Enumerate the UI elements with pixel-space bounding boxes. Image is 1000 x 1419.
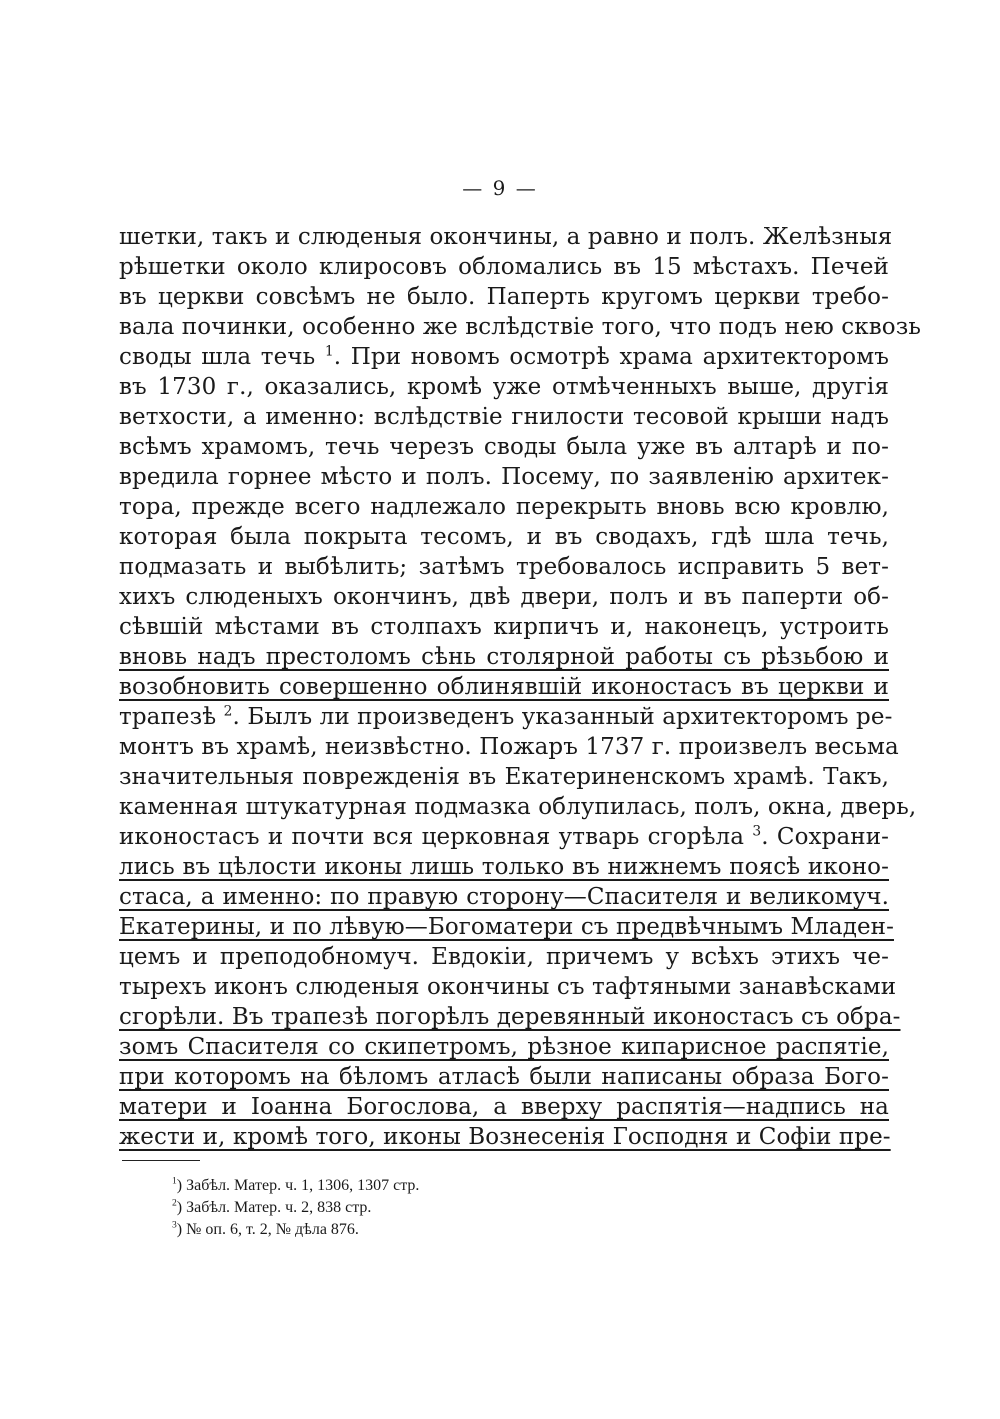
footnote-divider (122, 1160, 200, 1161)
text-line: тырехъ иконъ слюденыя окончины съ тафтяными занавѣсками (119, 974, 897, 1000)
text-line: тора, прежде всего надлежало перекрыть вновь всю кровлю, (119, 494, 889, 520)
text-line: трапезѣ $^2$. Былъ ли произведенъ указанный архитекторомъ ре- (119, 703, 893, 730)
text-line: иконостасъ и почти вся церковная утварь сгорѣла $^3$. Сохрани- (119, 823, 889, 850)
footnote-mark: 3 (172, 1219, 177, 1231)
text-line-underlined: сгорѣли. Въ трапезѣ погорѣлъ деревянный иконостасъ съ обра- (119, 1004, 901, 1030)
text-line-underlined: зомъ Спасителя со скипетромъ, рѣзное кипарисное распятіе, (119, 1034, 889, 1060)
footnote-ref: 1 (324, 343, 334, 360)
text-line: сѣвшій мѣстами въ столпахъ кирпичъ и, наконецъ, устроить (119, 614, 889, 640)
footnote: $^3$) № оп. 6, т. 2, № дѣла 876. (172, 1219, 359, 1238)
text-line-underlined: вновь надъ престоломъ сѣнь столярной работы съ рѣзьбою и (119, 644, 889, 670)
text-line: значительныя поврежденія въ Екатериненскомъ храмѣ. Такъ, (119, 764, 889, 790)
text-line: монтъ въ храмѣ, неизвѣстно. Пожаръ 1737 г. произвелъ весьма (119, 734, 899, 760)
footnote: $^1$) Забѣл. Матер. ч. 1, 1306, 1307 стр. (172, 1175, 420, 1194)
text-line: своды шла течь $^1$. При новомъ осмотрѣ храма архитекторомъ (119, 343, 889, 370)
footnote-mark: 1 (172, 1175, 177, 1187)
text-line: вредила горнее мѣсто и полъ. Посему, по заявленію архитек- (119, 464, 889, 490)
text-line: рѣшетки около клиросовъ обломались въ 15 мѣстахъ. Печей (119, 254, 889, 280)
text-line: каменная штукатурная подмазка облупилась, полъ, окна, дверь, (119, 794, 917, 820)
footnote-ref: 2 (223, 703, 233, 720)
text-line: подмазать и выбѣлить; затѣмъ требовалось исправить 5 вет- (119, 554, 889, 580)
body-text (119, 222, 921, 1152)
text-line-underlined: матери и Іоанна Богослова, а вверху распятія—надпись на (119, 1094, 889, 1120)
footnotes (172, 1175, 672, 1241)
footnote: $^2$) Забѣл. Матер. ч. 2, 838 стр. (172, 1197, 372, 1216)
footnote-ref: 3 (752, 823, 762, 840)
text-line: хихъ слюденыхъ окончинъ, двѣ двери, полъ и въ паперти об- (119, 584, 889, 610)
text-line: въ церкви совсѣмъ не было. Паперть кругомъ церкви требо- (119, 284, 889, 310)
text-line-underlined: стаса, а именно: по правую сторону—Спасителя и великомуч. (119, 884, 889, 910)
text-line: въ 1730 г., оказались, кромѣ уже отмѣченныхъ выше, другія (119, 374, 889, 400)
text-line: шетки, такъ и слюденыя окончины, а равно и полъ. Желѣзныя (119, 224, 893, 250)
text-line: цемъ и преподобномуч. Евдокіи, причемъ у всѣхъ этихъ че- (119, 944, 889, 970)
text-line-underlined: лись въ цѣлости иконы лишь только въ нижнемъ поясѣ иконо- (119, 854, 889, 880)
text-line-underlined: Екатерины, и по лѣвую—Богоматери съ предвѣчнымъ Младен- (119, 914, 894, 940)
footnote-mark: 2 (172, 1197, 177, 1209)
text-line: всѣмъ храмомъ, течь черезъ своды была уже въ алтарѣ и по- (119, 434, 889, 460)
text-line: вала починки, особенно же вслѣдствіе того, что подъ нею сквозь (119, 314, 921, 340)
text-line: которая была покрыта тесомъ, и въ сводахъ, гдѣ шла течь, (119, 524, 889, 550)
page-number: — 9 — (462, 176, 538, 200)
text-line-underlined: жести и, кромѣ того, иконы Вознесенія Господня и Софіи пре- (119, 1124, 891, 1150)
text-line-underlined: возобновить совершенно облинявшій иконостасъ въ церкви и (119, 674, 889, 700)
text-line: ветхости, а именно: вслѣдствіе гнилости тесовой крыши надъ (119, 404, 889, 430)
text-line-underlined: при которомъ на бѣломъ атласѣ были написаны образа Бого- (119, 1064, 889, 1090)
